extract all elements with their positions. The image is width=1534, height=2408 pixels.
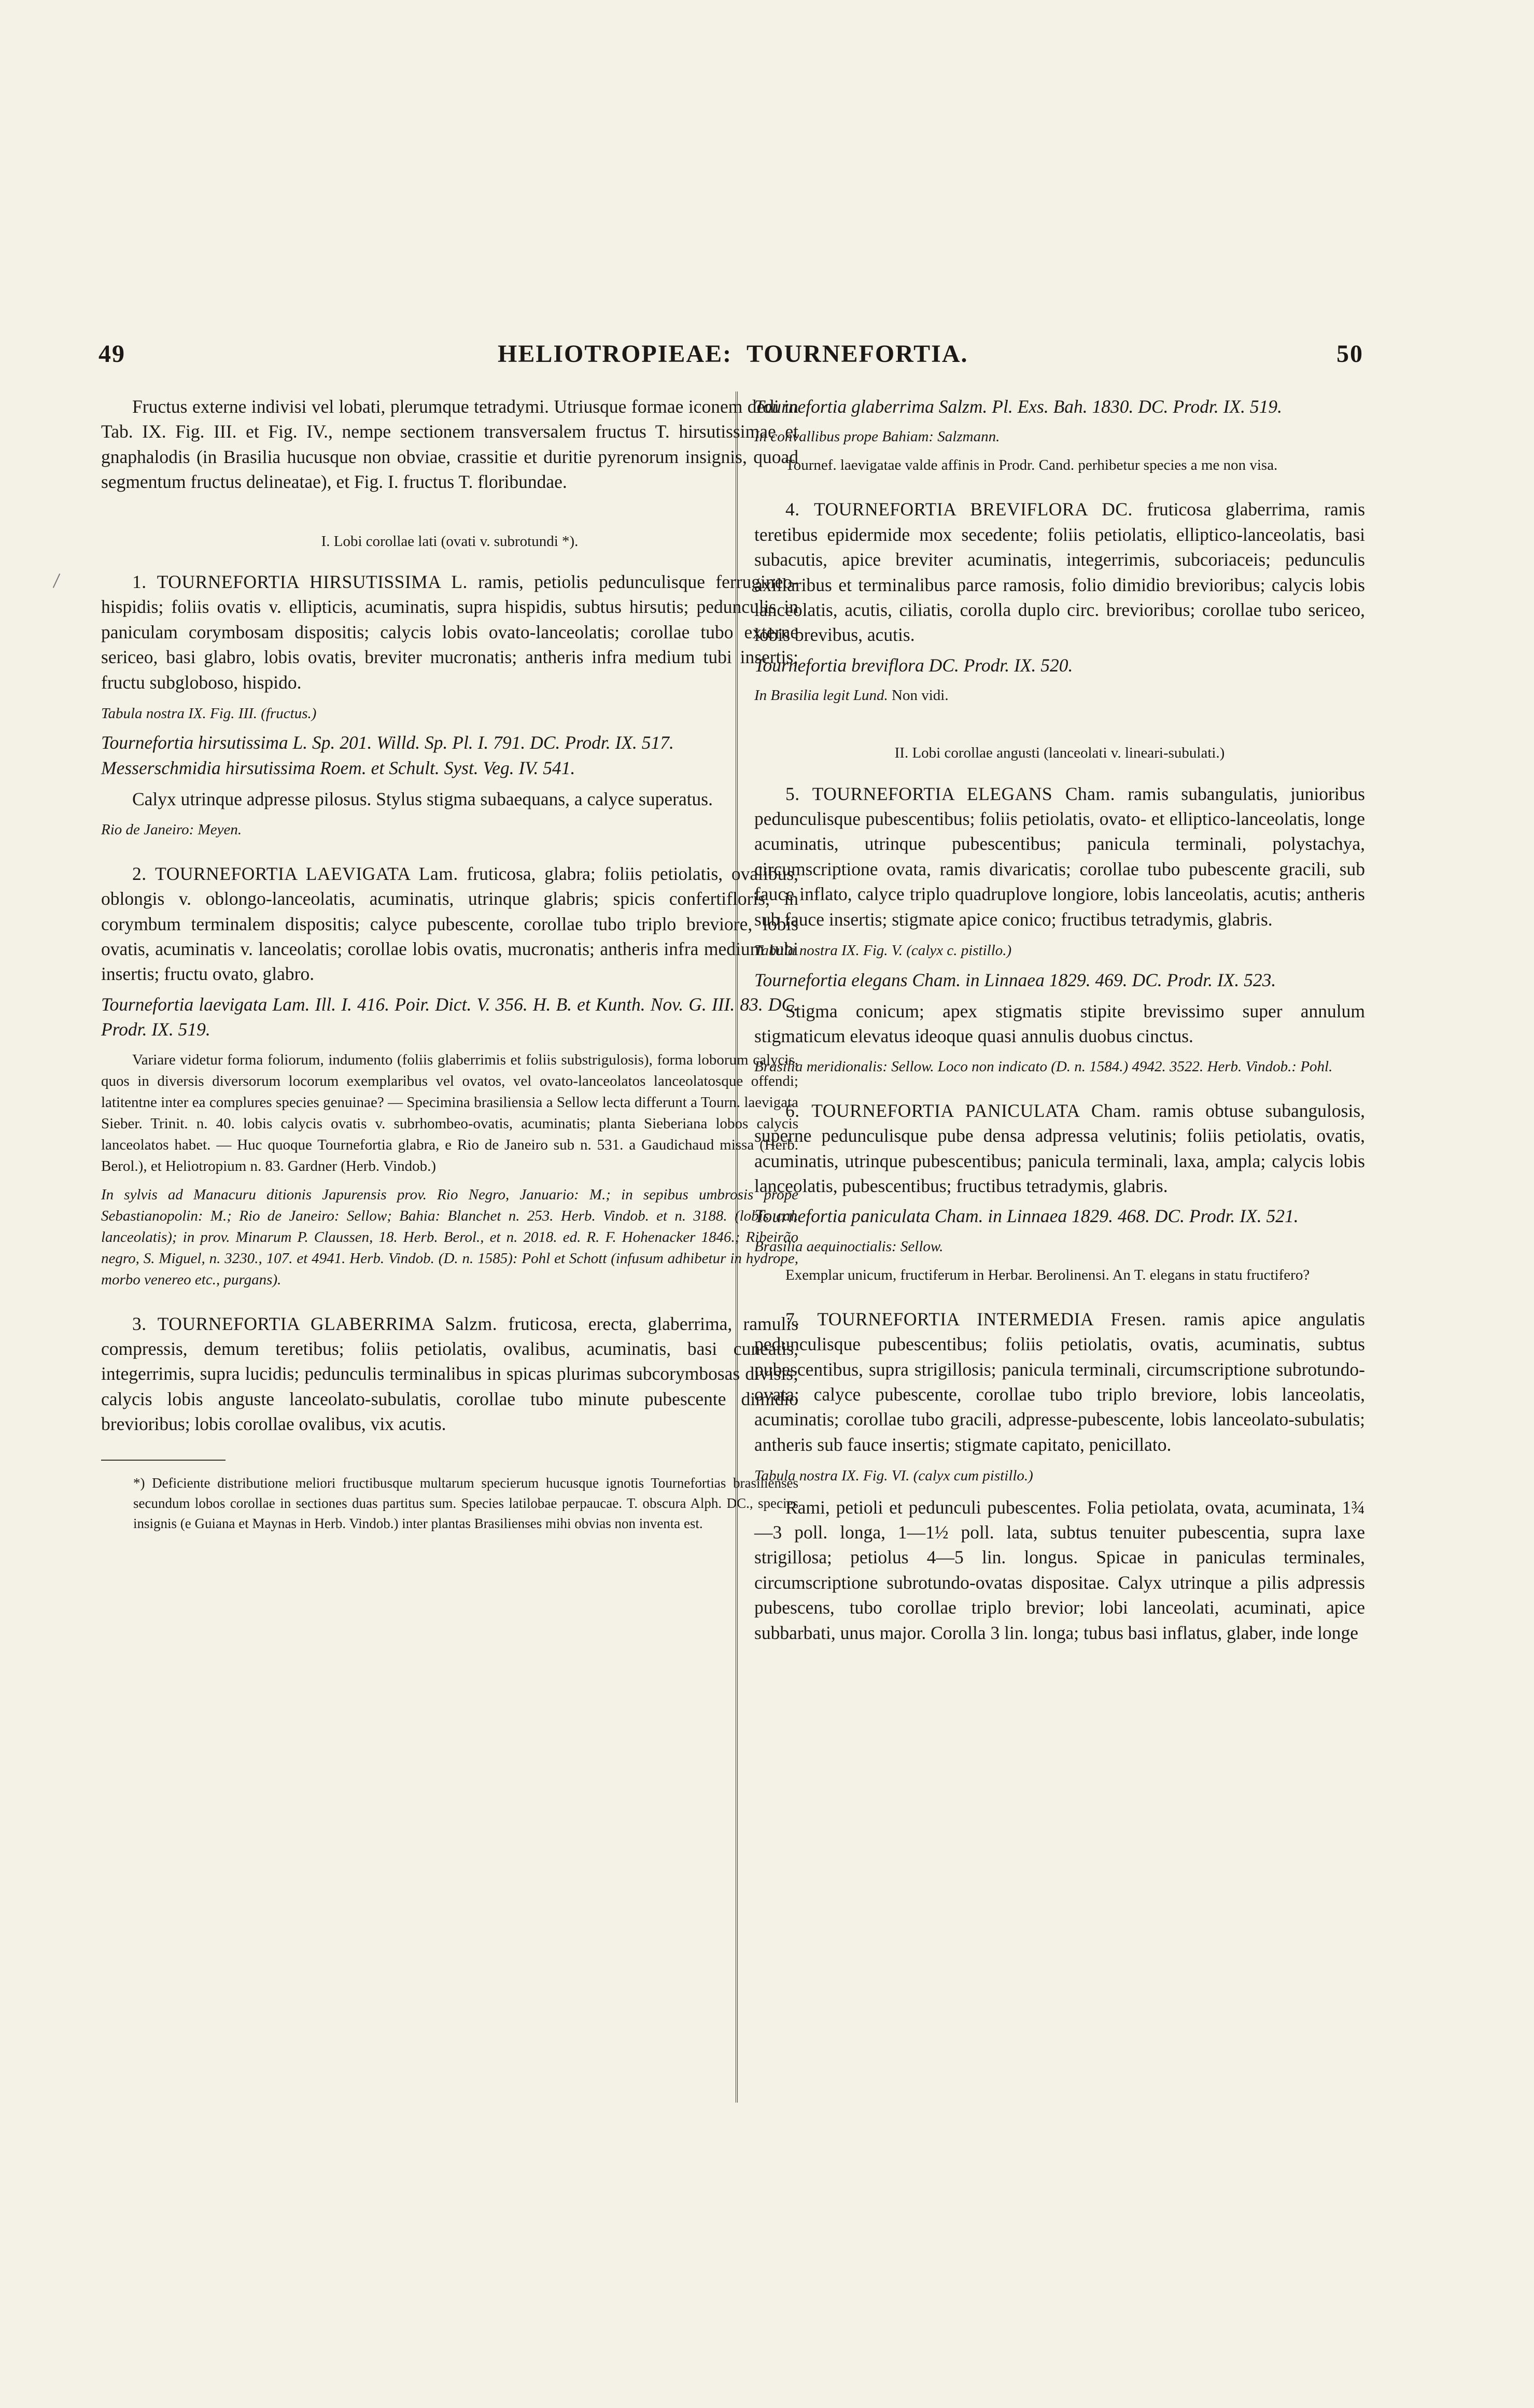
species-7-entry	[754, 1307, 1365, 1457]
species-4-locality	[754, 685, 1365, 706]
species-5-note: Stigma conicum; apex stigmatis stipite brevissimo super annulum stigmaticum elevatus ideoque quasi annulis duobus cinctus.	[754, 1000, 1365, 1047]
footnote: *) Deficiente distributione meliori fructibusque multarum specierum hucusque ignotis Tournefortias brasilienses secundum lobos corollae in sectiones duas partitus sum. Species latilobae perpaucae. T. obscura Alph. DC., species insignis (e Guiana et Maynas in Herb. Vindob.) inter plantas Brasilienses mihi obvias non inventa est.	[133, 1475, 798, 1531]
species-5-entry	[754, 781, 1365, 932]
species-1-synonym-1: Tournefortia hirsutissima L. Sp. 201. Willd. Sp. Pl. I. 791. DC. Prodr. IX. 517.	[101, 732, 674, 753]
species-3-synonym: Tournefortia glaberrima Salzm. Pl. Exs. Bah. 1830. DC. Prodr. IX. 519.	[754, 396, 1283, 417]
species-6-name: 6. TOURNEFORTIA PANICULATA Cham.	[785, 1100, 1142, 1121]
section-heading-2: II. Lobi corollae angusti (lanceolati v. lineari-subulati.)	[894, 745, 1225, 762]
species-6-note: Exemplar unicum, fructiferum in Herbar. Berolinensi. An T. elegans in statu fructifero?	[785, 1266, 1310, 1283]
species-2-description: fruticosa, glabra; foliis petiolatis, ovalibus, oblongis v. oblongo-lanceolatis, acuminatis, utrinque glabris; spicis confertifloris, in corymbum terminalem dispositis; calyce pubescente, corollae tubo triplo breviore, lobis ovatis, acuminatis v. lanceolatis; corollae lobis ovatis, mucronatis; antheris infra medium tubi insertis; fructu ovato, glabro.	[101, 863, 799, 985]
running-title-left: HELIOTROPIEAE:	[498, 340, 733, 368]
species-5-synonym: Tournefortia elegans Cham. in Linnaea 1829. 469. DC. Prodr. IX. 523.	[754, 969, 1276, 990]
species-2-name: 2. TOURNEFORTIA LAEVIGATA Lam.	[132, 863, 458, 884]
right-column	[754, 394, 1365, 1645]
running-title-right: TOURNEFORTIA.	[747, 340, 968, 368]
species-6-locality: Brasilia aequinoctialis: Sellow.	[754, 1238, 944, 1255]
species-4-locality-remark: Non vidi.	[892, 687, 949, 704]
species-2-synonym: Tournefortia laevigata Lam. Ill. I. 416. Poir. Dict. V. 356. H. B. et Kunth. Nov. G. III. 83. DC. Prodr. IX. 519.	[101, 993, 798, 1040]
species-3-name: 3. TOURNEFORTIA GLABERRIMA Salzm.	[132, 1313, 498, 1334]
species-7-name: 7. TOURNEFORTIA INTERMEDIA Fresen.	[785, 1308, 1166, 1329]
species-1-description: ramis, petiolis pedunculisque ferrugineo-hispidis; foliis ovatis v. ellipticis, acuminatis, supra hispidis, subtus hirsutis; pedunculis in paniculam corymbosam dispositis; calycis lobis ovato-lanceolatis; corollae tubo externe sericeo, basi glabro, lobis ovatis, breviter mucronatis; antheris infra medium tubi insertis; fructu subgloboso, hispido.	[101, 571, 798, 693]
species-1-entry	[101, 569, 798, 695]
species-5-locality: Brasilia meridionalis: Sellow. Loco non indicato (D. n. 1584.) 4942. 3522. Herb. Vindob.: Pohl.	[754, 1058, 1333, 1075]
species-3-locality: In convallibus prope Bahiam: Salzmann.	[754, 428, 1000, 445]
species-4-name: 4. TOURNEFORTIA BREVIFLORA DC.	[785, 499, 1133, 520]
section-heading-1: I. Lobi corollae lati (ovati v. subrotundi *).	[321, 533, 579, 550]
species-1-locality: Rio de Janeiro: Meyen.	[101, 821, 242, 838]
species-7-plate-ref: Tabula nostra IX. Fig. VI. (calyx cum pistillo.)	[754, 1467, 1033, 1485]
species-6-synonym: Tournefortia paniculata Cham. in Linnaea 1829. 468. DC. Prodr. IX. 521.	[754, 1206, 1299, 1227]
intro-paragraph: Fructus externe indivisi vel lobati, plerumque tetradymi. Utriusque formae iconem dedi in Tab. IX. Fig. III. et Fig. IV., nempe sectionem transversalem fructus T. hirsutissimae et gnaphalodis (in Brasilia hucusque non obviae, crassitie et duritie pyrenorum insignis, quoad segmentum fructus delineatae), et Fig. I. fructus T. floribundae.	[101, 396, 798, 493]
species-1-note: Calyx utrinque adpresse pilosus. Stylus stigma subaequans, a calyce superatus.	[132, 789, 713, 810]
running-head	[78, 340, 1363, 381]
species-5-name: 5. TOURNEFORTIA ELEGANS Cham.	[785, 783, 1116, 804]
species-1-synonym-2: Messerschmidia hirsutissima Roem. et Schult. Syst. Veg. IV. 541.	[101, 757, 575, 778]
footnote-rule	[101, 1460, 226, 1461]
page-number-left: 49	[98, 340, 125, 368]
species-2-entry	[101, 861, 798, 987]
species-1-plate-ref: Tabula nostra IX. Fig. III. (fructus.)	[101, 705, 317, 722]
species-6-entry	[754, 1098, 1365, 1199]
species-3-description: fruticosa, erecta, glaberrima, ramulis compressis, demum teretibus; foliis petiolatis, ovalibus, acuminatis, basi cuneatis, integerrimis, supra lucidis; pedunculis terminalibus in spicas plurimas subcorymbosas divisis; calycis lobis anguste lanceolato-subulatis, corollae tubo minute pubescente dimidio brevioribus; lobis corollae ovalibus, vix acutis.	[101, 1313, 798, 1435]
species-5-plate-ref: Tabula nostra IX. Fig. V. (calyx c. pistillo.)	[754, 942, 1012, 959]
species-4-description: fruticosa glaberrima, ramis teretibus epidermide mox secedente; foliis petiolatis, elliptico-lanceolatis, basi subacutis, apice breviter acuminatis, integerrimis, subcoriaceis; pedunculis axillaribus et terminalibus parce ramosis, folio dimidio brevioribus; calycis lobis lanceolatis, acutis, ciliatis, corolla duplo circ. brevioribus; corollae tubo sericeo, lobis brevibus, acutis.	[754, 499, 1366, 646]
species-4-locality-text: In Brasilia legit Lund.	[754, 687, 888, 704]
species-7-note: Rami, petioli et pedunculi pubescentes. Folia petiolata, ovata, acuminata, 1¾—3 poll. longa, 1—1½ poll. lata, subtus tenuiter pubescentia, supra laxe strigillosa; petiolus 4—5 lin. longus. Spicae in paniculas terminales, circumscriptione subrotundo-ovatas dispositae. Calyx utrinque a pilis adpressis pubescens, tubo corollae triplo brevior; lobi lanceolati, acuminati, apice subbarbati, unus major. Corolla 3 lin. longa; tubus basi inflatus, glaber, inde longe	[754, 1496, 1365, 1643]
species-1-name: 1. TOURNEFORTIA HIRSUTISSIMA L.	[132, 571, 468, 593]
species-6-description: ramis obtuse subangulosis, superne pedunculisque pube densa adpressa velutinis; foliis petiolatis, ovatis, acuminatis, utrinque pubescentibus; panicula terminali, laxa, ampla; calycis lobis lanceolatis, pubescentibus; fructibus tetradymis, glabris.	[754, 1100, 1366, 1196]
margin-mark	[53, 573, 60, 588]
species-2-locality: In sylvis ad Manacuru ditionis Japurensis prov. Rio Negro, Januario: M.; in sepibus umbrosis prope Sebastianopolin: M.; Rio de Janeiro: Sellow; Bahia: Blanchet n. 253. Herb. Vindob. et n. 3188. (lobis cal. lanceolatis); in prov. Minarum P. Claussen, 18. Herb. Berol., et n. 2018. ed. R. F. Hohenacker 1846.; Ribeirão negro, S. Miguel, n. 3230., 107. et 4941. Herb. Vindob. (D. n. 1585): Pohl et Schott (infusum adhibetur in hydrope, morbo venereo etc., purgans).	[101, 1186, 798, 1288]
page-number-right: 50	[1336, 340, 1363, 368]
species-5-description: ramis subangulatis, junioribus pedunculisque pubescentibus; foliis petiolatis, ovato- et elliptico-lanceolatis, longe acuminatis, utrinque pubescentibus; panicula terminali, polystachya, circumscriptione ovata, ramis divaricatis; corollae tubo pubescente gracili, sub fauce inflato, calyce triplo quadruplove longiore, lobis lanceolatis, acutis; antheris sub fauce insertis; stigmate apice conico; fructibus tetradymis, glabris.	[754, 783, 1365, 930]
species-3-note: Tournef. laevigatae valde affinis in Prodr. Cand. perhibetur species a me non visa.	[785, 457, 1278, 474]
species-4-synonym: Tournefortia breviflora DC. Prodr. IX. 520.	[754, 654, 1073, 676]
species-2-note: Variare videtur forma foliorum, indumento (foliis glaberrimis et foliis substrigulosis), forma loborum calycis, quos in diversis diversorum locorum exemplaribus vel ovatos, vel ovato-lanceolatos lanceolatosque offendi; latitentne inter ea complures species genuinae? — Specimina brasiliensia a Sellow lecta differunt a Tourn. laevigata Sieber. Trinit. n. 40. lobis calycis ovatis v. subrhombeo-ovatis, acuminatis; planta Sieberiana lobos calycis lanceolatos habet. — Huc quoque Tournefortia glabra, e Rio de Janeiro sub n. 531. a Gaudichaud missa (Herb. Berol.), et Heliotropium n. 83. Gardner (Herb. Vindob.)	[101, 1051, 798, 1174]
left-column	[101, 394, 798, 1534]
species-3-entry	[101, 1311, 798, 1437]
species-7-description: ramis apice angulatis pedunculisque pubescentibus; foliis petiolatis, ovatis, acuminatis, subtus pubescentibus, supra strigillosis; panicula terminali, circumscriptione subrotundo-ovata; calyce pubescente, corollae tubo triplo breviore, lobis lanceolatis, acuminatis; corollae tubo gracili, adpresse-pubescente, lobis lanceolato-subulatis; antheris sub fauce insertis; stigmate capitato, penicillato.	[754, 1308, 1365, 1455]
species-4-entry	[754, 497, 1365, 647]
